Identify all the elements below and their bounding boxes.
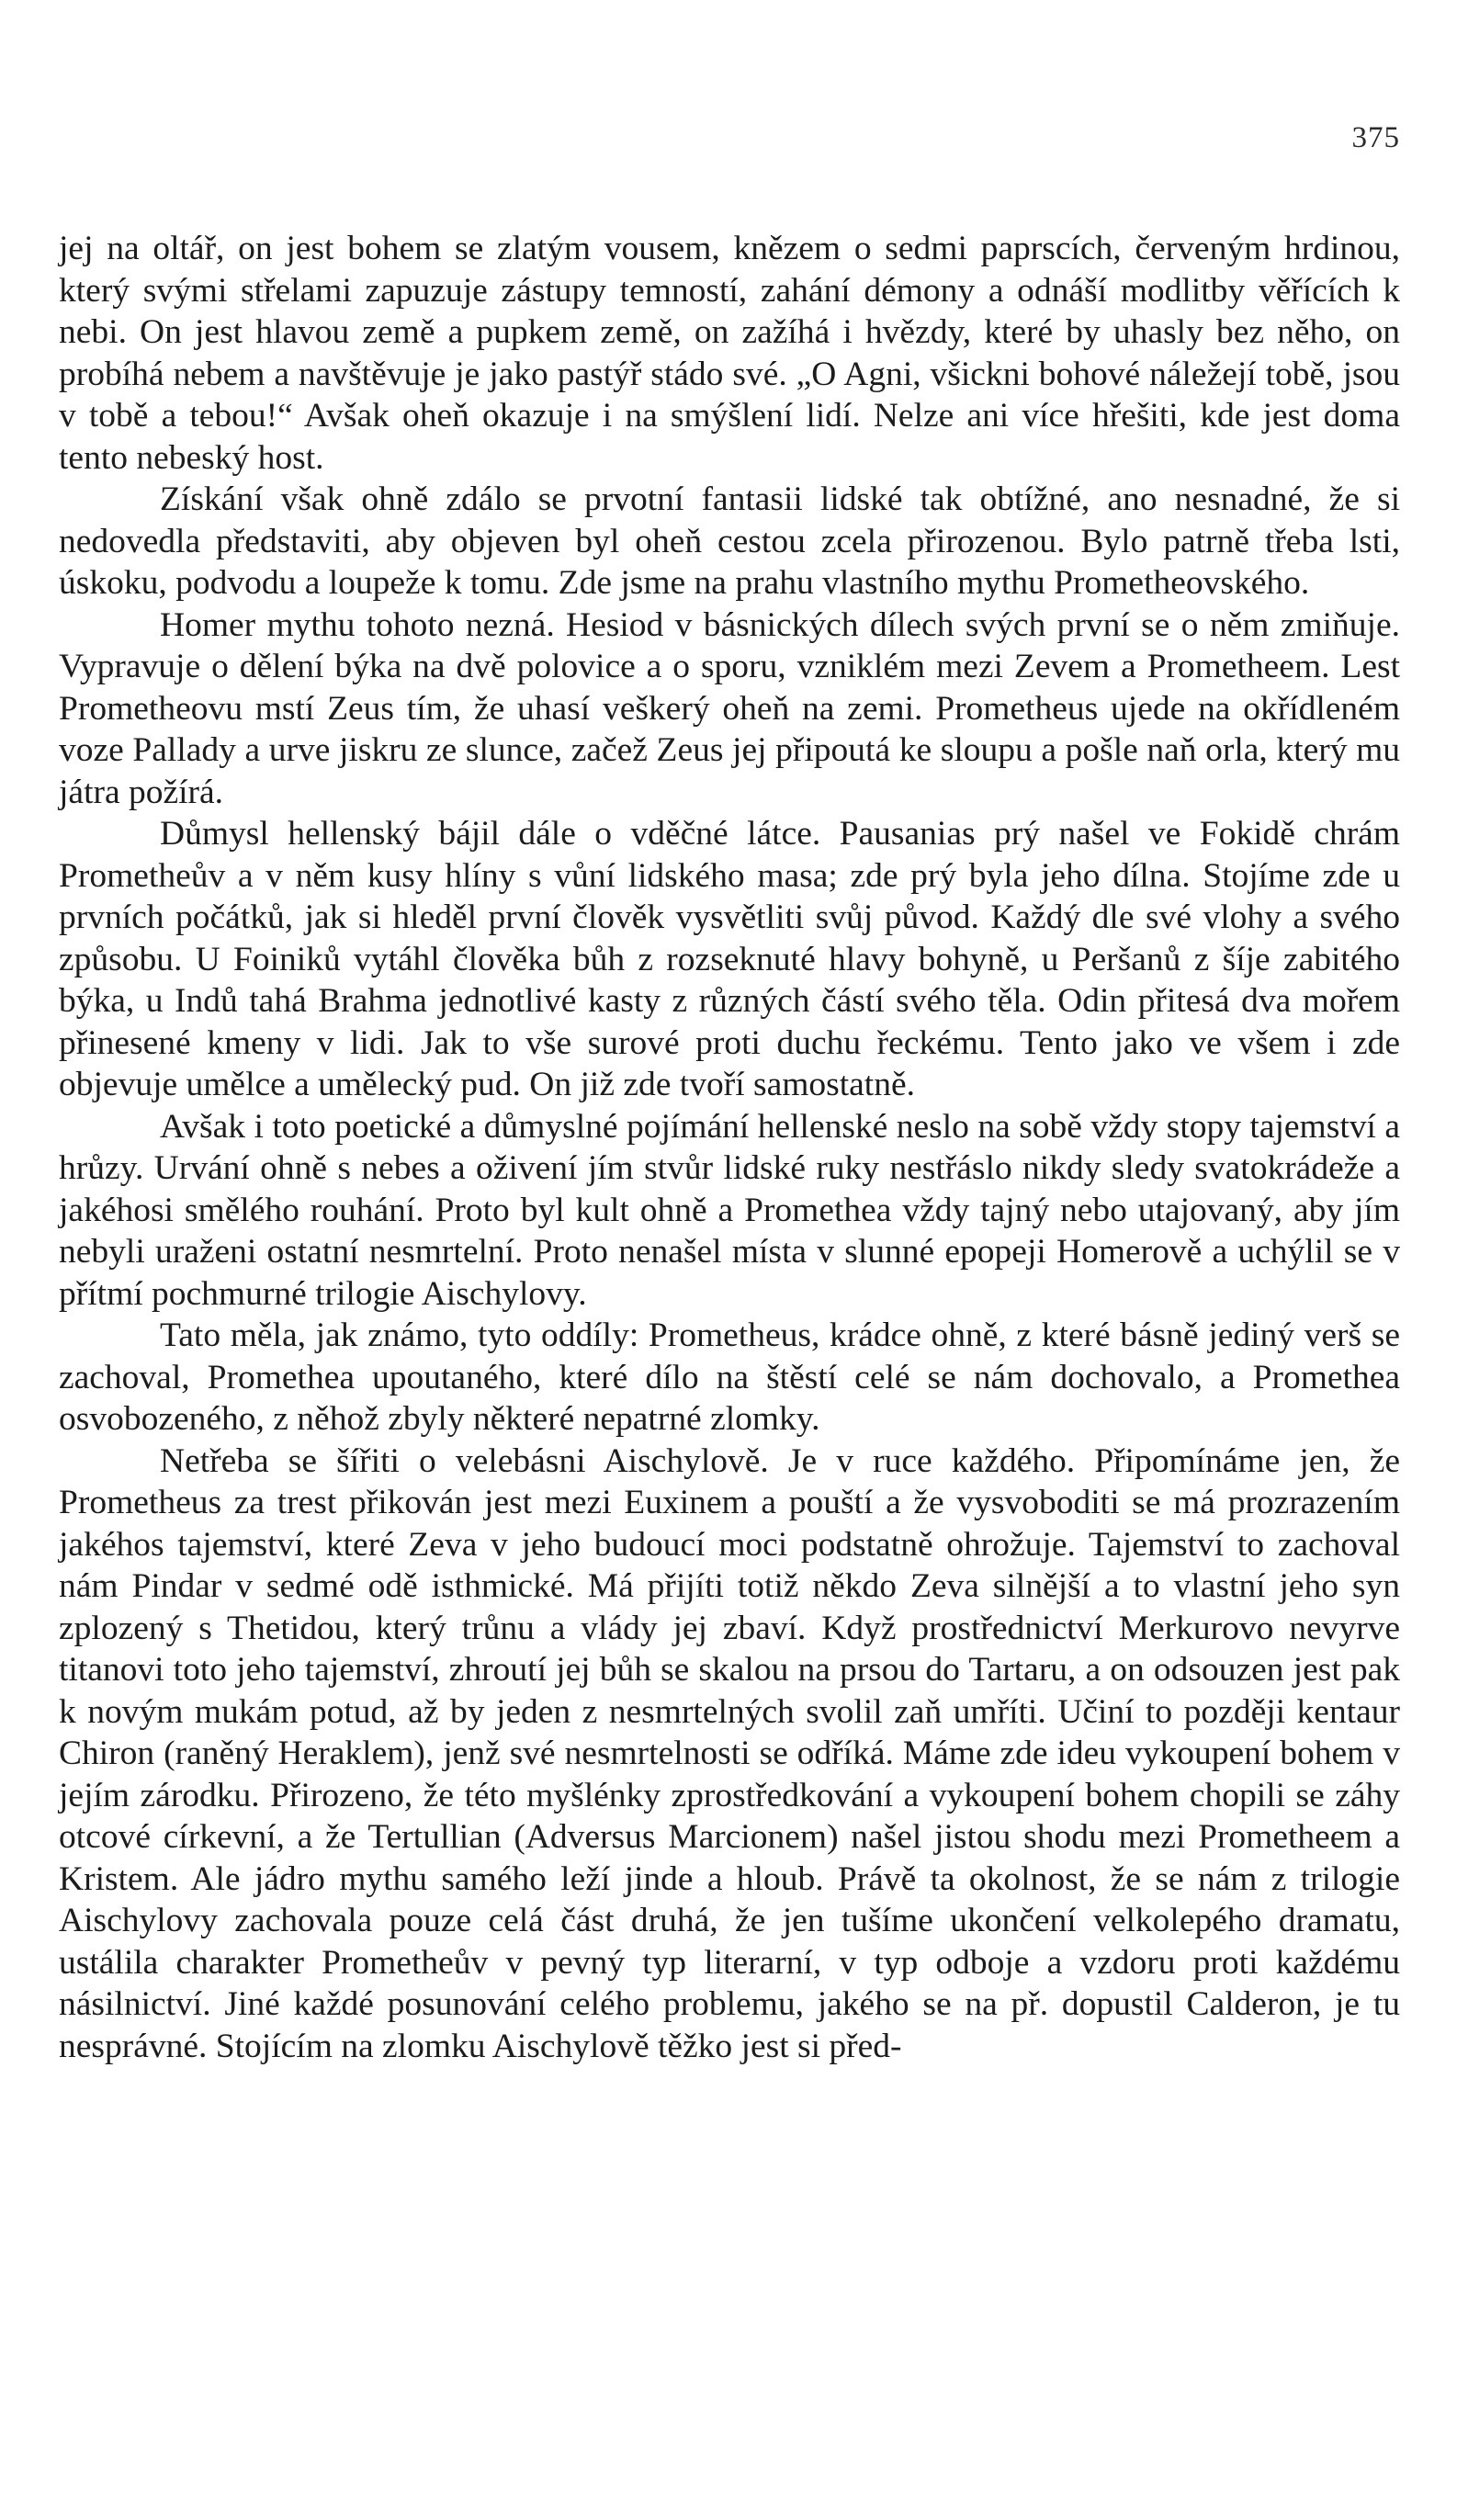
paragraph-3: Homer mythu tohoto nezná. Hesiod v básnických dílech svých první se o něm zmiňuje. Vypravuje o dělení býka na dvě polovice a o sporu, vzniklém mezi Zevem a Prometheem. Lest Prometheovu mstí Zeus tím, že uhasí veškerý oheň na zemi. Prometheus ujede na okřídleném voze Pallady a urve jiskru ze slunce, začež Zeus jej připoutá ke sloupu a pošle naň orla, který mu játra požírá. [59,605,1400,811]
paragraph-5: Avšak i toto poetické a důmyslné pojímání hellenské neslo na sobě vždy stopy tajemství a hrůzy. Urvání ohně s nebes a oživení jím stvůr lidské ruky nestřáslo nikdy sledy svatokrádeže a jakéhosi smělého rouhání. Proto byl kult ohně a Promethea vždy tajný nebo utajovaný, aby jím nebyli uraženi ostatní nesmrtelní. Proto nenašel místa v slunné epopeji Homerově a uchýlil se v přítmí pochmurné trilogie Aischylovy. [59,1107,1400,1313]
paragraph-2: Získání však ohně zdálo se prvotní fantasii lidské tak obtížné, ano nesnadné, že si nedovedla představiti, aby objeven byl oheň cestou zcela přirozenou. Bylo patrně třeba lsti, úskoku, podvodu a loupeže k tomu. Zde jsme na prahu vlastního mythu Prometheovského. [59,480,1400,602]
paragraph-4: Důmysl hellenský bájil dále o vděčné látce. Pausanias prý našel ve Fokidě chrám Prometheův a v něm kusy hlíny s vůní lidského masa; zde prý byla jeho dílna. Stojíme zde u prvních počátků, jak si hleděl první člověk vysvětliti svůj původ. Každý dle své vlohy a svého způsobu. U Foiniků vytáhl člověka bůh z rozseknuté hlavy bohyně, u Peršanů z šíje zabitého býka, u Indů tahá Brahma jednotlivé kasty z různých částí svého těla. Odin přitesá dva mořem přinesené kmeny v lidi. Jak to vše surové proti duchu řeckému. Tento jako ve všem i zde objevuje umělce a umělecký pud. On již zde tvoří samostatně. [59,815,1400,1103]
paragraph-6: Tato měla, jak známo, tyto oddíly: Prometheus, krádce ohně, z které básně jediný verš se zachoval, Promethea upoutaného, které dílo na štěstí celé se nám dochovalo, a Promethea osvobozeného, z něhož zbyly některé nepatrné zlomky. [59,1317,1400,1438]
paragraph-7: Netřeba se šířiti o velebásni Aischylově. Je v ruce každého. Připomínáme jen, že Prometheus za trest přikován jest mezi Euxinem a pouští a že vysvoboditi se má prozrazením jakéhos tajemství, které Zeva v jeho budoucí moci podstatně ohrožuje. Tajemství to zachoval nám Pindar v sedmé odě isthmické. Má přijíti totiž někdo Zeva silnější a to vlastní jeho syn zplozený s Thetidou, který trůnu a vlády jej zbaví. Když prostřednictví Merkurovo nevyrve titanovi toto jeho tajemství, zhroutí jej bůh se skalou na prsou do Tartaru, a on odsouzen jest pak k novým mukám potud, až by jeden z nesmrtelných svolil zaň umříti. Učiní to později kentaur Chiron (raněný Heraklem), jenž své nesmrtelnosti se odříká. Máme zde ideu vykoupení bohem v jejím zárodku. Přirozeno, že této myšlénky zprostředkování a vykoupení bohem chopili se záhy otcové církevní, a že Tertullian (Adversus Marcionem) našel jistou shodu mezi Prometheem a Kristem. Ale jádro mythu samého leží jinde a hloub. Právě ta okolnost, že se nám z trilogie Aischylovy zachovala pouze celá část druhá, že jen tušíme ukončení velkolepého dramatu, ustálila charakter Prometheův v pevný typ literarní, v typ odboje a vzdoru proti každému násilnictví. Jiné každé posunování celého problemu, jakého se na př. dopustil Calderon, je tu nesprávné. Stojícím na zlomku Aischylově těžko jest si před- [59,1441,1400,2065]
body-text [59,228,1400,2067]
page-number: 375 [1351,121,1400,154]
paragraph-1: jej na oltář, on jest bohem se zlatým vousem, knězem o sedmi paprscích, červeným hrdinou, který svými střelami zapuzuje zástupy temností, zahání démony a odnáší modlitby věřících k nebi. On jest hlavou země a pupkem země, on zažíhá i hvězdy, které by uhasly bez něho, on probíhá nebem a navštěvuje je jako pastýř stádo své. „O Agni, všickni bohové náležejí tobě, jsou v tobě a tebou!“ Avšak oheň okazuje i na smýšlení lidí. Nelze ani více hřešiti, kde jest doma tento nebeský host. [59,230,1400,477]
